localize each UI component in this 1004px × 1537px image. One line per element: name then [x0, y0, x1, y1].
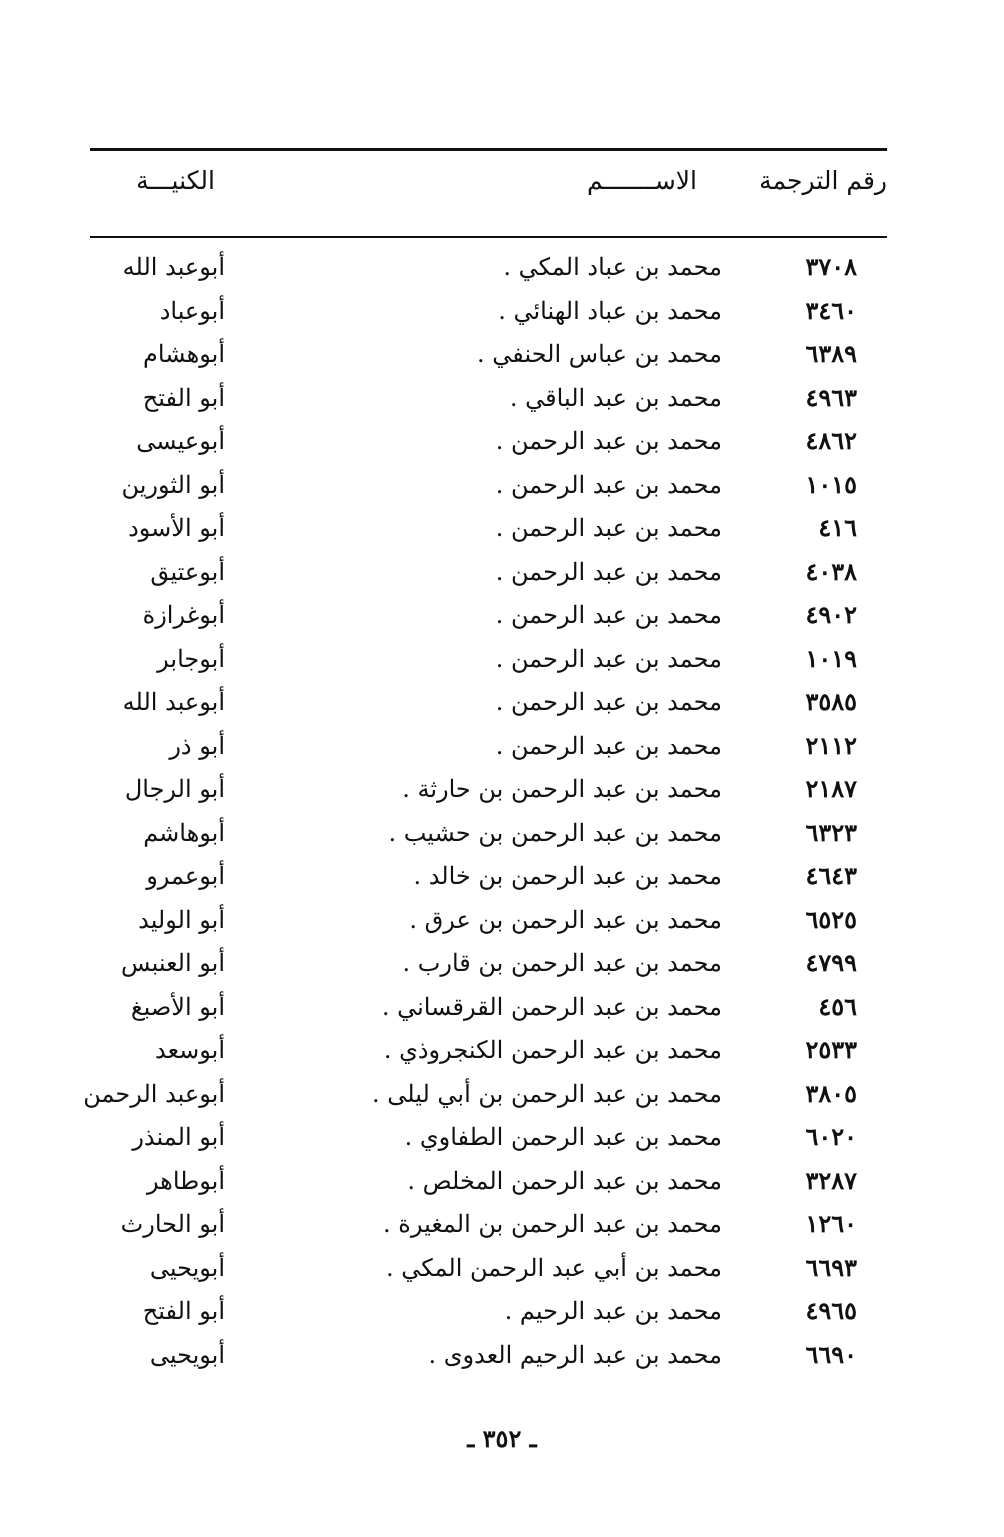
entry-name: محمد بن عبد الرحمن .	[495, 514, 722, 542]
table-row	[90, 681, 887, 725]
table-row	[90, 551, 887, 595]
entry-name: محمد بن عباد المكي .	[503, 253, 722, 281]
entry-kunya: أبو ذر	[169, 731, 225, 760]
entry-name: محمد بن عبد الرحمن الكنجروذي .	[383, 1036, 722, 1064]
entry-kunya: أبوطاهر	[146, 1166, 225, 1195]
entry-number: ٤٩٦٥	[805, 1296, 857, 1325]
table-row	[90, 1247, 887, 1291]
table-row	[90, 377, 887, 421]
entry-kunya: أبو الرجال	[124, 775, 225, 803]
entry-name: محمد بن عباس الحنفي .	[477, 340, 722, 368]
top-rule	[90, 148, 887, 151]
entry-kunya: أبوهشام	[143, 340, 225, 368]
entry-name: محمد بن عبد الباقي .	[509, 383, 722, 412]
table-row	[83, 1073, 887, 1117]
entry-name: محمد بن عبد الرحمن المخلص .	[407, 1166, 722, 1195]
entry-kunya: أبو الفتح	[142, 383, 225, 412]
table-row	[90, 942, 887, 986]
table-row	[90, 594, 887, 638]
header-number: رقم الترجمة	[759, 166, 887, 195]
entry-number: ١٠١٩	[805, 643, 857, 673]
entry-kunya: أبوهاشم	[143, 818, 225, 847]
entry-number: ٤٨٦٢	[805, 426, 857, 455]
entry-kunya: أبو العنبس	[120, 949, 225, 977]
entry-name: محمد بن عبد الرحمن بن حارثة .	[402, 775, 722, 803]
entry-number: ٦٣٨٩	[805, 339, 857, 368]
entry-kunya: أبو الثورين	[121, 470, 225, 499]
entry-kunya: أبوعباد	[159, 296, 225, 325]
entry-kunya: أبو الحارث	[120, 1210, 225, 1238]
entry-name: محمد بن عبد الرحمن بن قارب .	[402, 949, 722, 977]
table-row	[90, 464, 887, 508]
table-row	[90, 855, 887, 899]
entry-name: محمد بن عبد الرحمن بن خالد .	[413, 862, 722, 890]
entry-name: محمد بن عبد الرحمن .	[495, 644, 722, 673]
entry-kunya: أبوعتيق	[150, 557, 225, 586]
entry-kunya: أبوعيسى	[136, 427, 225, 455]
entry-number: ٢٥٣٣	[805, 1035, 857, 1064]
entry-number: ٤٩٠٢	[805, 600, 857, 629]
header-rule	[90, 236, 887, 238]
entry-kunya: أبويحيى	[149, 1340, 225, 1369]
table-row	[90, 1334, 887, 1378]
entry-number: ٢١٨٧	[805, 774, 857, 803]
entry-number: ٣٥٨٥	[805, 687, 857, 716]
entry-number: ١٠١٥	[805, 469, 857, 499]
entry-number: ٦٦٩٣	[805, 1252, 857, 1282]
header-kunya: الكنيـــة	[136, 166, 215, 195]
table-row	[90, 333, 887, 377]
table-row	[90, 1203, 887, 1247]
entry-kunya: أبوغرازة	[142, 601, 225, 629]
entry-kunya: أبوعبد الله	[122, 688, 225, 716]
entry-number: ٦٦٩٠	[805, 1339, 857, 1369]
entry-kunya: أبو الأسود	[128, 514, 225, 542]
entry-number: ٣٢٨٧	[805, 1165, 857, 1195]
entry-kunya: أبو الأصبغ	[130, 992, 225, 1021]
entry-name: محمد بن عبد الرحمن .	[495, 688, 722, 716]
entry-name: محمد بن عبد الرحمن القرقساني .	[381, 992, 722, 1021]
entry-name: محمد بن عبد الرحمن .	[495, 427, 722, 455]
entry-kunya: أبو الوليد	[138, 905, 225, 934]
entry-kunya: أبو المنذر	[132, 1123, 225, 1151]
entry-kunya: أبوجابر	[157, 644, 225, 673]
table-row	[90, 986, 887, 1030]
table-row	[90, 899, 887, 943]
entry-number: ٦٥٢٥	[805, 904, 857, 934]
entry-number: ٣٨٠٥	[805, 1078, 857, 1108]
header-name: الاســـــــم	[586, 166, 697, 195]
table-row	[90, 246, 887, 290]
table-row	[90, 507, 887, 551]
entry-kunya: أبوسعد	[154, 1036, 225, 1064]
entry-number: ٤٥٦	[818, 991, 857, 1021]
entry-name: محمد بن عبد الرحمن بن المغيرة .	[383, 1210, 722, 1238]
table-row	[90, 420, 887, 464]
table-body	[83, 246, 887, 1377]
entry-number: ٤٦٤٣	[805, 861, 857, 890]
table-row	[90, 1116, 887, 1160]
entry-number: ٦٣٢٣	[805, 817, 857, 847]
entry-name: محمد بن أبي عبد الرحمن المكي .	[386, 1253, 722, 1282]
entry-name: محمد بن عبد الرحمن بن عرق .	[409, 905, 722, 934]
table-row	[90, 725, 887, 769]
entry-name: محمد بن عبد الرحمن بن حشيب .	[388, 818, 722, 847]
table-row	[90, 812, 887, 856]
entry-number: ٢١١٢	[805, 730, 857, 760]
entry-name: محمد بن عبد الرحمن بن أبي ليلى .	[372, 1079, 722, 1108]
entry-number: ٤٧٩٩	[805, 948, 857, 977]
entry-number: ٣٧٠٨	[805, 252, 857, 281]
entry-number: ٤٠٣٨	[805, 556, 857, 586]
table-row	[90, 1290, 887, 1334]
entry-number: ١٢٦٠	[805, 1209, 857, 1238]
table-row	[90, 290, 887, 334]
entry-name: محمد بن عبد الرحمن .	[495, 557, 722, 586]
entry-number: ٦٠٢٠	[805, 1122, 857, 1151]
entry-name: محمد بن عبد الرحمن الطفاوي .	[404, 1123, 722, 1151]
entry-name: محمد بن عبد الرحيم .	[504, 1297, 722, 1325]
entry-name: محمد بن عباد الهنائي .	[498, 296, 722, 325]
entry-kunya: أبوعمرو	[146, 862, 225, 890]
entry-name: محمد بن عبد الرحمن .	[495, 601, 722, 629]
entry-name: محمد بن عبد الرحمن .	[495, 731, 722, 760]
table-row	[90, 638, 887, 682]
entry-kunya: أبو الفتح	[142, 1297, 225, 1325]
entry-kunya: أبويحيى	[149, 1253, 225, 1282]
table-row	[90, 1029, 887, 1073]
table-row	[90, 768, 887, 812]
entry-name: محمد بن عبد الرحمن .	[495, 470, 722, 499]
table-row	[90, 1160, 887, 1204]
entry-kunya: أبوعبد الرحمن	[83, 1079, 225, 1108]
entry-number: ٤٩٦٣	[805, 382, 857, 412]
entry-number: ٣٤٦٠	[805, 295, 857, 325]
entry-number: ٤١٦	[818, 513, 857, 542]
entry-name: محمد بن عبد الرحيم العدوى .	[428, 1340, 722, 1369]
page-number: ـ ٣٥٢ ـ	[467, 1424, 537, 1453]
entry-kunya: أبوعبد الله	[122, 253, 225, 281]
table-header	[90, 166, 887, 210]
